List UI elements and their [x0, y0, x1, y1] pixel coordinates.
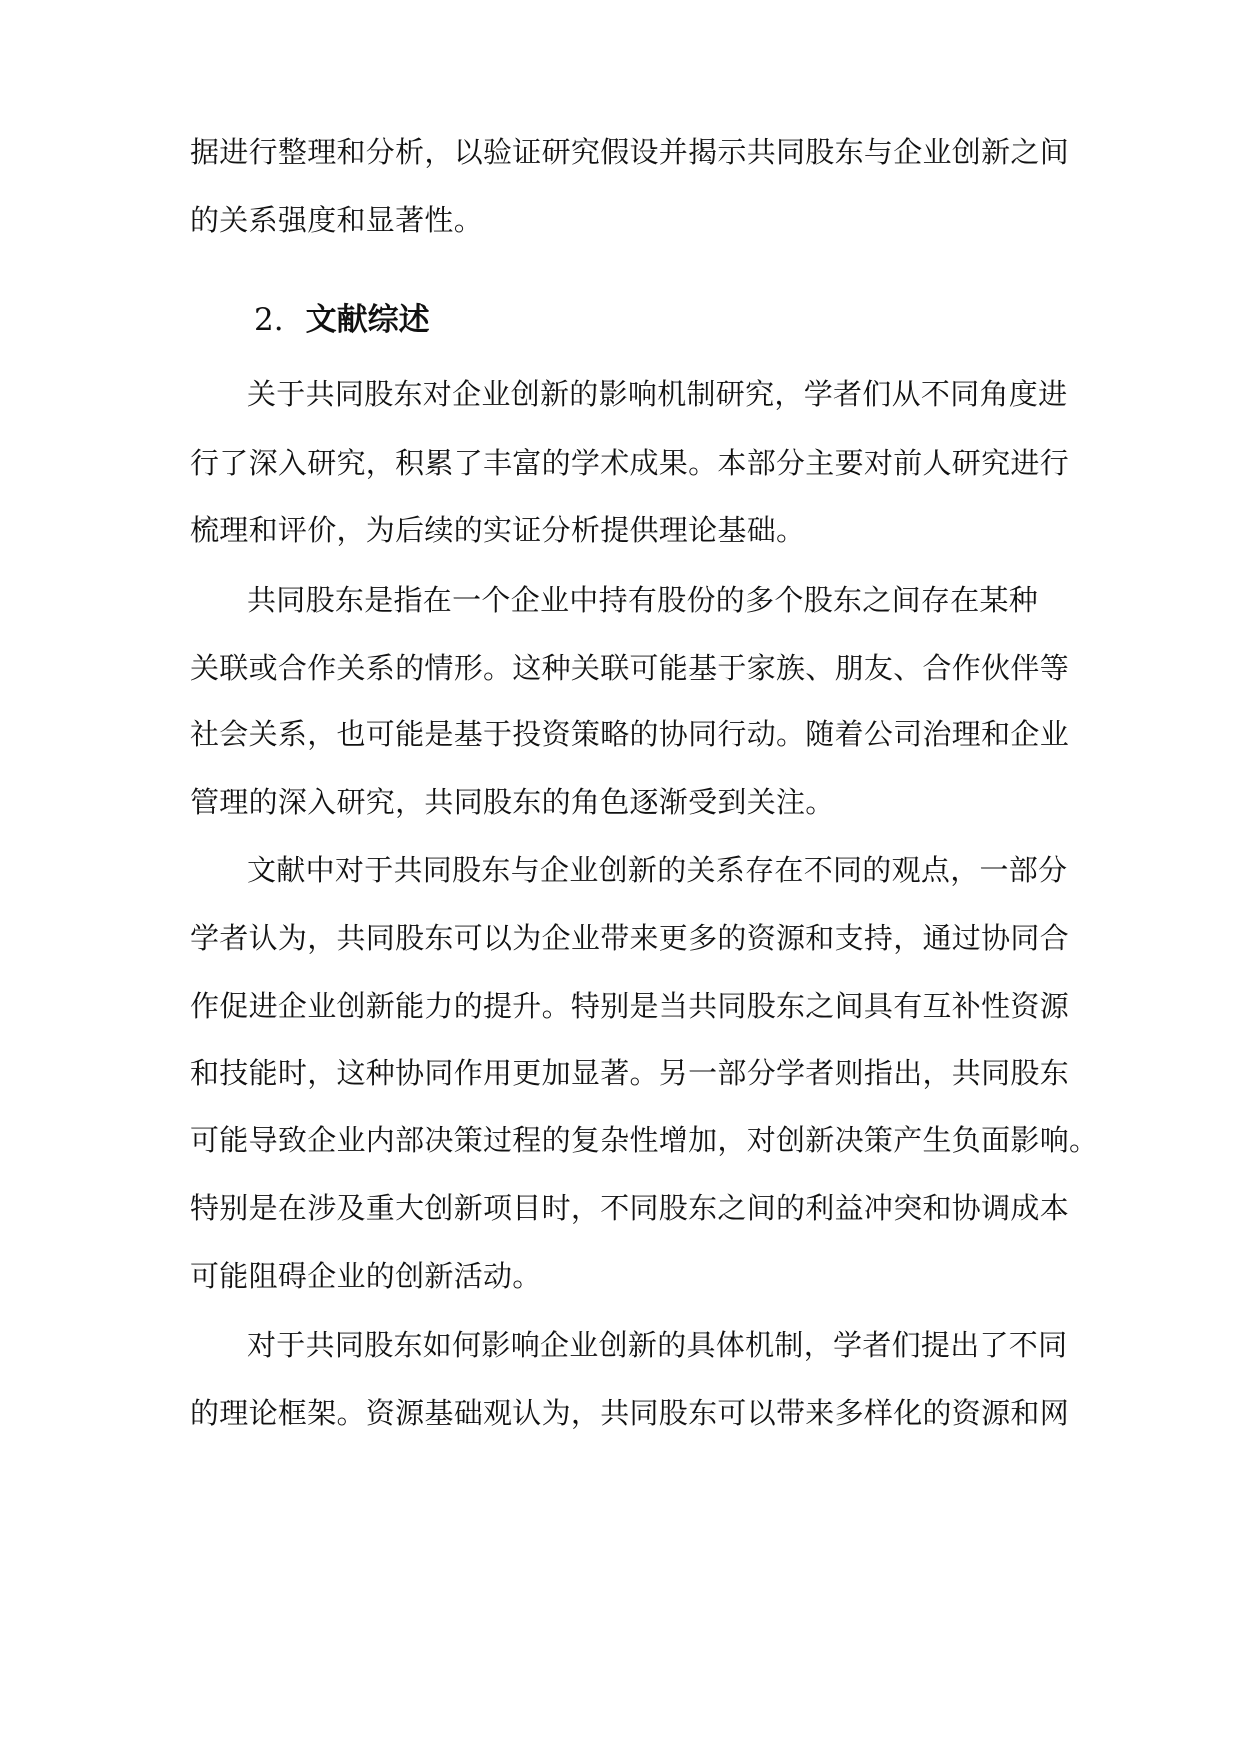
paragraph-line: 和技能时，这种协同作用更加显著。另一部分学者则指出，共同股东 — [190, 1056, 1070, 1090]
paragraph-line: 共同股东是指在一个企业中持有股份的多个股东之间存在某种 — [247, 583, 1039, 617]
section-title: 文献综述 — [305, 302, 430, 338]
paragraph-line: 文献中对于共同股东与企业创新的关系存在不同的观点，一部分 — [247, 853, 1068, 887]
paragraph-line: 行了深入研究，积累了丰富的学术成果。本部分主要对前人研究进行 — [190, 446, 1070, 480]
paragraph-line: 关联或合作关系的情形。这种关联可能基于家族、朋友、合作伙伴等 — [190, 651, 1070, 685]
paragraph-line: 可能阻碍企业的创新活动。 — [190, 1259, 542, 1293]
paragraph-line: 梳理和评价，为后续的实证分析提供理论基础。 — [190, 513, 806, 547]
paragraph-line: 社会关系，也可能是基于投资策略的协同行动。随着公司治理和企业 — [190, 717, 1070, 751]
paragraph-line: 作促进企业创新能力的提升。特别是当共同股东之间具有互补性资源 — [190, 989, 1070, 1023]
paragraph-line: 的理论框架。资源基础观认为，共同股东可以带来多样化的资源和网 — [190, 1396, 1070, 1430]
paragraph-line: 对于共同股东如何影响企业创新的具体机制，学者们提出了不同 — [247, 1328, 1068, 1362]
section-heading — [254, 300, 430, 340]
text-line: 的关系强度和显著性。 — [190, 203, 484, 237]
section-number: 2. — [254, 302, 284, 338]
paragraph-line: 管理的深入研究，共同股东的角色逐渐受到关注。 — [190, 785, 835, 819]
paragraph-line: 可能导致企业内部决策过程的复杂性增加，对创新决策产生负面影响。 — [190, 1123, 1099, 1157]
text-line: 据进行整理和分析，以验证研究假设并揭示共同股东与企业创新之间 — [190, 135, 1070, 169]
paragraph-line: 特别是在涉及重大创新项目时，不同股东之间的利益冲突和协调成本 — [190, 1191, 1070, 1225]
paragraph-line: 关于共同股东对企业创新的影响机制研究，学者们从不同角度进 — [247, 377, 1068, 411]
paragraph-line: 学者认为，共同股东可以为企业带来更多的资源和支持，通过协同合 — [190, 921, 1070, 955]
